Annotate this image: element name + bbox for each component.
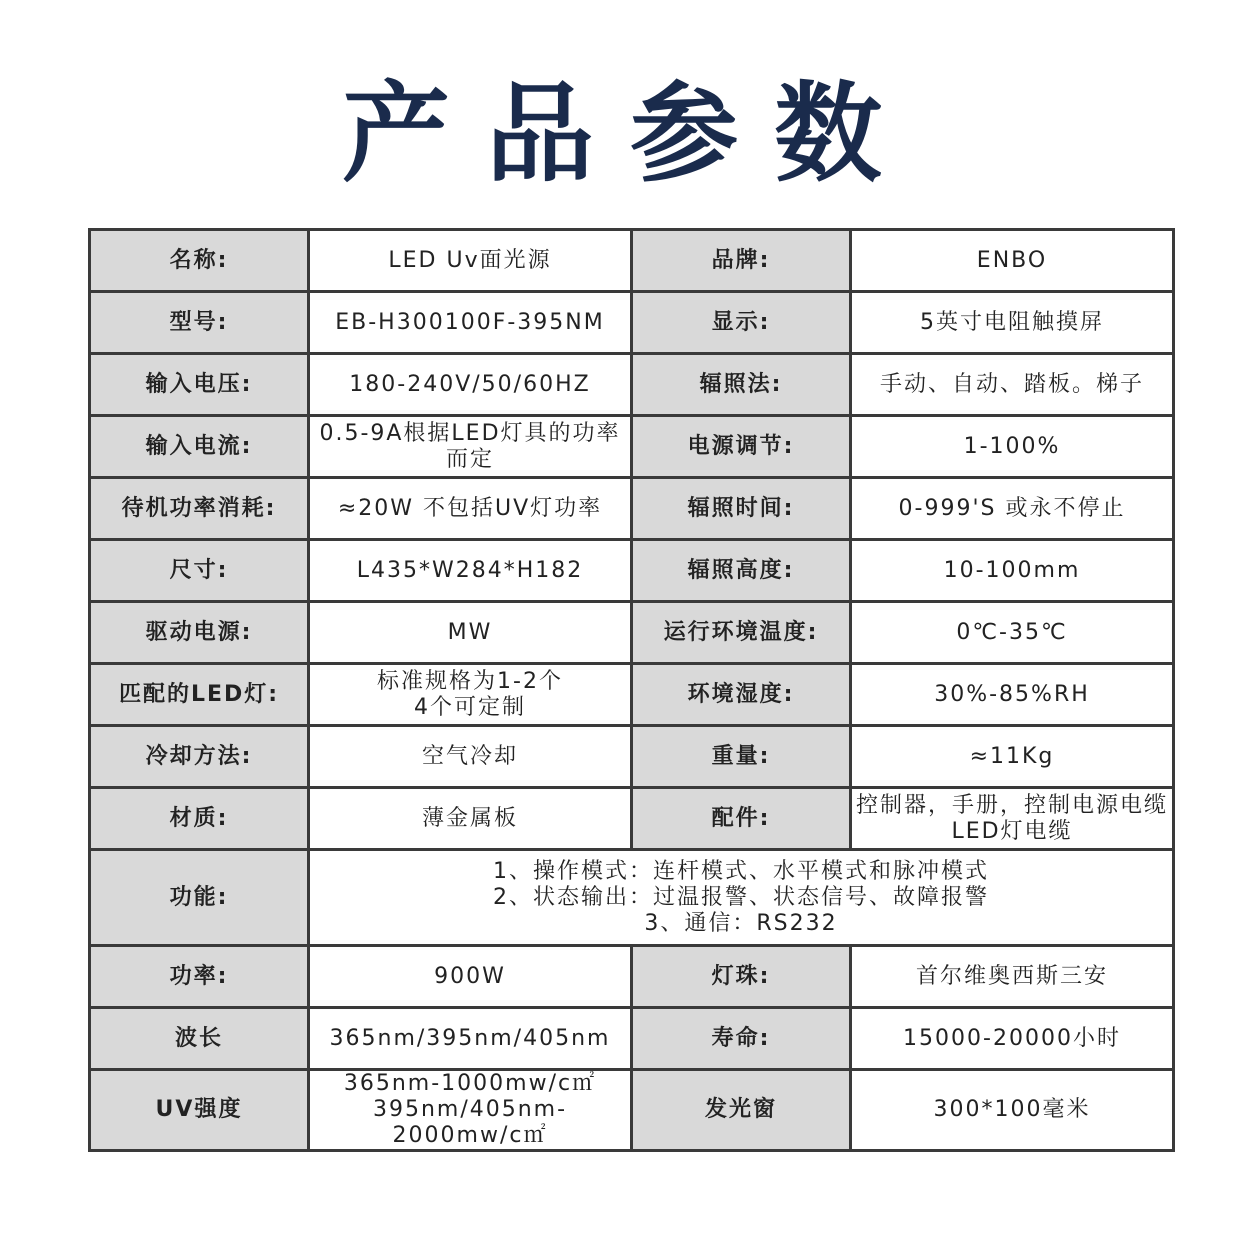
spec-label: 配件:: [632, 788, 851, 850]
table-row: [90, 230, 1174, 292]
spec-value: L435*W284*H182: [309, 540, 632, 602]
spec-value: 15000-20000小时: [851, 1008, 1174, 1070]
spec-label: 运行环境温度:: [632, 602, 851, 664]
spec-value-line: 控制器，手册，控制电源电缆: [856, 792, 1169, 818]
table-row: [90, 664, 1174, 726]
spec-label: 待机功率消耗:: [90, 478, 309, 540]
spec-value: 900W: [309, 946, 632, 1008]
spec-label: 匹配的LED灯:: [90, 664, 309, 726]
spec-value: ENBO: [851, 230, 1174, 292]
spec-label: 辐照高度:: [632, 540, 851, 602]
spec-value-line: 395nm/405nm-2000mw/c㎡: [372, 1097, 568, 1148]
spec-label: 输入电流:: [90, 416, 309, 478]
table-row: [90, 540, 1174, 602]
spec-value: EB-H300100F-395NM: [309, 292, 632, 354]
spec-value: 180-240V/50/60HZ: [309, 354, 632, 416]
spec-value-line: LED灯电缆: [951, 818, 1073, 844]
spec-label: 冷却方法:: [90, 726, 309, 788]
spec-label: 型号:: [90, 292, 309, 354]
function-list: [309, 850, 1174, 946]
table-row-function: [90, 850, 1174, 946]
spec-value-line: 365nm-1000mw/c㎡: [343, 1071, 597, 1096]
spec-value: 1-100%: [851, 416, 1174, 478]
table-row: [90, 788, 1174, 850]
spec-value: 300*100毫米: [851, 1070, 1174, 1151]
table-row: [90, 726, 1174, 788]
table-row: [90, 354, 1174, 416]
spec-value: 10-100mm: [851, 540, 1174, 602]
spec-label: 电源调节:: [632, 416, 851, 478]
spec-label: 尺寸:: [90, 540, 309, 602]
spec-label: 辐照时间:: [632, 478, 851, 540]
table-row: [90, 478, 1174, 540]
spec-label: 材质:: [90, 788, 309, 850]
spec-value-multiline: [851, 788, 1174, 850]
spec-value: 30%-85%RH: [851, 664, 1174, 726]
spec-label: 功能:: [90, 850, 309, 946]
spec-label: 显示:: [632, 292, 851, 354]
table-row: [90, 416, 1174, 478]
function-item: 1、操作模式：连杆模式、水平模式和脉冲模式: [493, 858, 989, 884]
spec-label: 灯珠:: [632, 946, 851, 1008]
spec-value: ≈11Kg: [851, 726, 1174, 788]
table-row: [90, 602, 1174, 664]
table-row: [90, 1008, 1174, 1070]
spec-value-multiline: [309, 664, 632, 726]
function-item: 2、状态输出：过温报警、状态信号、故障报警: [493, 884, 989, 910]
table-row: [90, 1070, 1174, 1151]
spec-value: 0℃-35℃: [851, 602, 1174, 664]
spec-label: 寿命:: [632, 1008, 851, 1070]
spec-label: 输入电压:: [90, 354, 309, 416]
spec-label: 发光窗: [632, 1070, 851, 1151]
spec-value: 0.5-9A根据LED灯具的功率而定: [309, 416, 632, 478]
spec-label: 驱动电源:: [90, 602, 309, 664]
spec-value: 5英寸电阻触摸屏: [851, 292, 1174, 354]
spec-label: 辐照法:: [632, 354, 851, 416]
spec-value: ≈20W 不包括UV灯功率: [309, 478, 632, 540]
spec-value: 手动、自动、踏板。梯子: [851, 354, 1174, 416]
table-row: [90, 292, 1174, 354]
spec-label: 环境湿度:: [632, 664, 851, 726]
page-title: 产品参数: [341, 72, 918, 197]
spec-label: 波长: [90, 1008, 309, 1070]
spec-label: 品牌:: [632, 230, 851, 292]
spec-value-multiline: [309, 1070, 632, 1151]
spec-label: UV强度: [90, 1070, 309, 1151]
spec-label: 功率:: [90, 946, 309, 1008]
spec-value: 0-999'S 或永不停止: [851, 478, 1174, 540]
spec-value: MW: [309, 602, 632, 664]
spec-value: 首尔维奥西斯三安: [851, 946, 1174, 1008]
spec-value-line: 标准规格为1-2个: [377, 668, 563, 694]
table-row: [90, 946, 1174, 1008]
spec-value: 365nm/395nm/405nm: [309, 1008, 632, 1070]
spec-table: [88, 228, 1175, 1152]
spec-value: 空气冷却: [309, 726, 632, 788]
spec-label: 名称:: [90, 230, 309, 292]
spec-label: 重量:: [632, 726, 851, 788]
spec-value-line: 4个可定制: [414, 694, 526, 720]
function-item: 3、通信：RS232: [644, 910, 838, 936]
spec-value: 薄金属板: [309, 788, 632, 850]
spec-value: LED Uv面光源: [309, 230, 632, 292]
